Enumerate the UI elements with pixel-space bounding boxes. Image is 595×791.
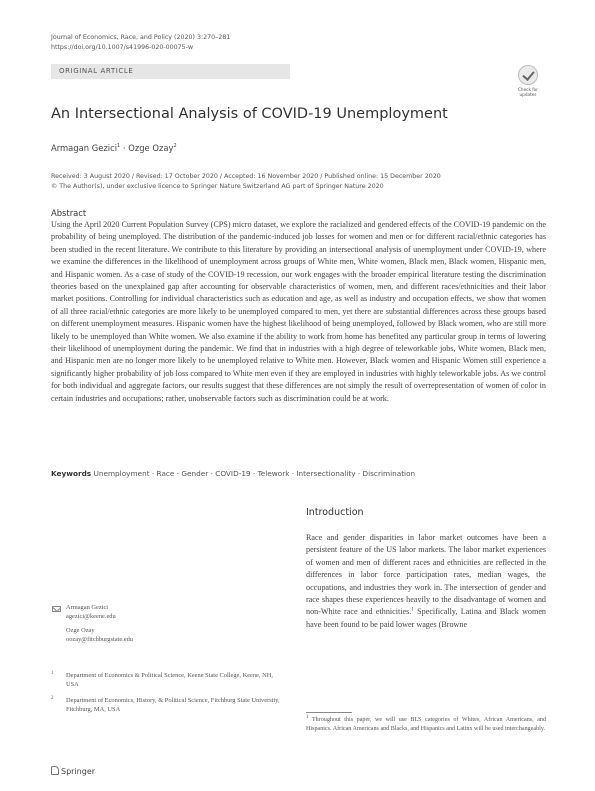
copyright-line: © The Author(s), under exclusive licence to Springer Nature Switzerland AG part of Springer Nature 2020 (51, 183, 384, 190)
check-updates-label: Check for updates (518, 87, 538, 97)
affiliation-ref: 2 (173, 143, 177, 150)
affiliation-1 (51, 672, 286, 689)
affiliation-number: 1 (51, 671, 54, 676)
correspondence-block (51, 604, 286, 644)
article-history (51, 172, 441, 192)
abstract-heading: Abstract (51, 208, 87, 218)
journal-header (51, 33, 230, 53)
author-name[interactable]: Ozge Ozay (128, 143, 174, 153)
introduction-heading: Introduction (306, 507, 364, 518)
article-title: An Intersectional Analysis of COVID-19 Unemployment (51, 106, 448, 122)
corr-author-name: Ozge Ozay (66, 627, 95, 635)
corr-author-email[interactable]: oozay@fitchburgstate.edu (66, 635, 133, 643)
affiliation-text: Department of Economics, History, & Political Science, Fitchburg State University, Fitchburg, MA, USA (66, 697, 280, 713)
keywords-line (51, 469, 551, 478)
corr-author-name: Armagan Gezici (66, 604, 109, 611)
abstract-text: Using the April 2020 Current Population Survey (CPS) micro dataset, we explore the racialized and gendered effects of the COVID-19 pandemic on the probability of being unemployed. The distribution of the pandemic-induced job losses for women and men or for different racial/ethnic categories has been studied in the recent literature. We contribute to this literature by providing an intersectional analysis of unemployment under COVID-19, where we examine the differences in the likelihood of unemployment across groups of White men, White women, Black men, Black women, Hispanic men, and Hispanic women. As a case of study of the COVID-19 recession, our work engages with the broader empirical literature testing the discrimination theories based on the unexplained gap after accounting for observable characteristics of women, men, and different races/ethnicities and their labor market positions. Controlling for individual characteristics such as education and age, as well as industry and occupation effects, we show that women of all three racial/ethnic categories are more likely to be unemployed compared to men, yet there are substantial differences across these groups based on different unemployment measures. Hispanic women have the highest likelihood of being unemployed, followed by Black women, who are still more likely to be unemployed than White women. We also examine if the ability to work from home has benefited any particular group in terms of lowering their likelihood of unemployment during the pandemic. We find that in industries with a high degree of teleworkable jobs, White women, Black men, and Hispanic men are no longer more likely to be unemployed relative to White men. However, Black women and Hispanic Women still experience a significantly higher probability of job loss compared to White men even if they are employed in industries with highly teleworkable jobs. As we control for both individual and aggregate factors, our results suggest that these differences are not simply the result of overrepresentation of women of color in certain industries and occupations; rather, unobservable factors such as discrimination could be at work. (51, 220, 546, 403)
history-dates: Received: 3 August 2020 / Revised: 17 October 2020 / Accepted: 16 November 2020 / Published online: 15 December 2020 (51, 173, 441, 180)
journal-citation: Journal of Economics, Race, and Policy (2020) 3:270–281 (51, 34, 231, 41)
corr-author-email[interactable]: agezici@keene.edu (66, 612, 116, 620)
correspondence-entry (66, 627, 286, 644)
affiliation-text: Department of Economics & Political Science, Keene State College, Keene, NH, USA (66, 672, 273, 688)
footnote-divider (306, 712, 352, 713)
footnote-text: Throughout this paper, we will use BLS categories of Whites, African Americans, and Hispanics. African Americans and Blacks, and Hispanics and Latinx will be used interchangeably. (306, 717, 546, 732)
author-list (51, 143, 177, 153)
author-separator: · (122, 143, 126, 153)
article-type-banner: ORIGINAL ARTICLE (51, 64, 290, 79)
doi-link[interactable]: https://doi.org/10.1007/s41996-020-00075-w (51, 44, 194, 51)
affiliation-ref: 1 (117, 143, 121, 150)
affiliation-number: 2 (51, 696, 54, 701)
affiliation-2 (51, 697, 286, 714)
author-name[interactable]: Armagan Gezici (51, 143, 118, 153)
footnote (306, 716, 546, 733)
footnote-ref[interactable]: 1 (411, 607, 414, 613)
keywords-label: Keywords (51, 469, 92, 478)
publisher-logo (51, 766, 95, 776)
email-icon (52, 606, 61, 612)
keywords-text: Unemployment · Race · Gender · COVID-19 · Telework · Intersectionality · Discrimination (93, 469, 416, 478)
footnote-number: 1 (306, 714, 309, 720)
publisher-name: Springer (61, 767, 96, 776)
springer-horse-icon (51, 766, 59, 775)
check-updates-icon (518, 65, 538, 85)
introduction-text: Race and gender disparities in labor market outcomes have been a persistent feature of the US labor markets. The labor market experiences of women and men of different races and ethnicities are reflected in the differences in labor force participation rates, median wages, the occupations, and industries they work in. The intersection of gender and race shapes these experiences heavily to the disadvantage of women and non-White race and ethnicities.$^1$ Specifically, Latina and Black women have been found to be paid lower wages (Browne (306, 533, 546, 629)
correspondence-entry (66, 604, 286, 621)
check-for-updates-badge[interactable] (511, 65, 545, 97)
